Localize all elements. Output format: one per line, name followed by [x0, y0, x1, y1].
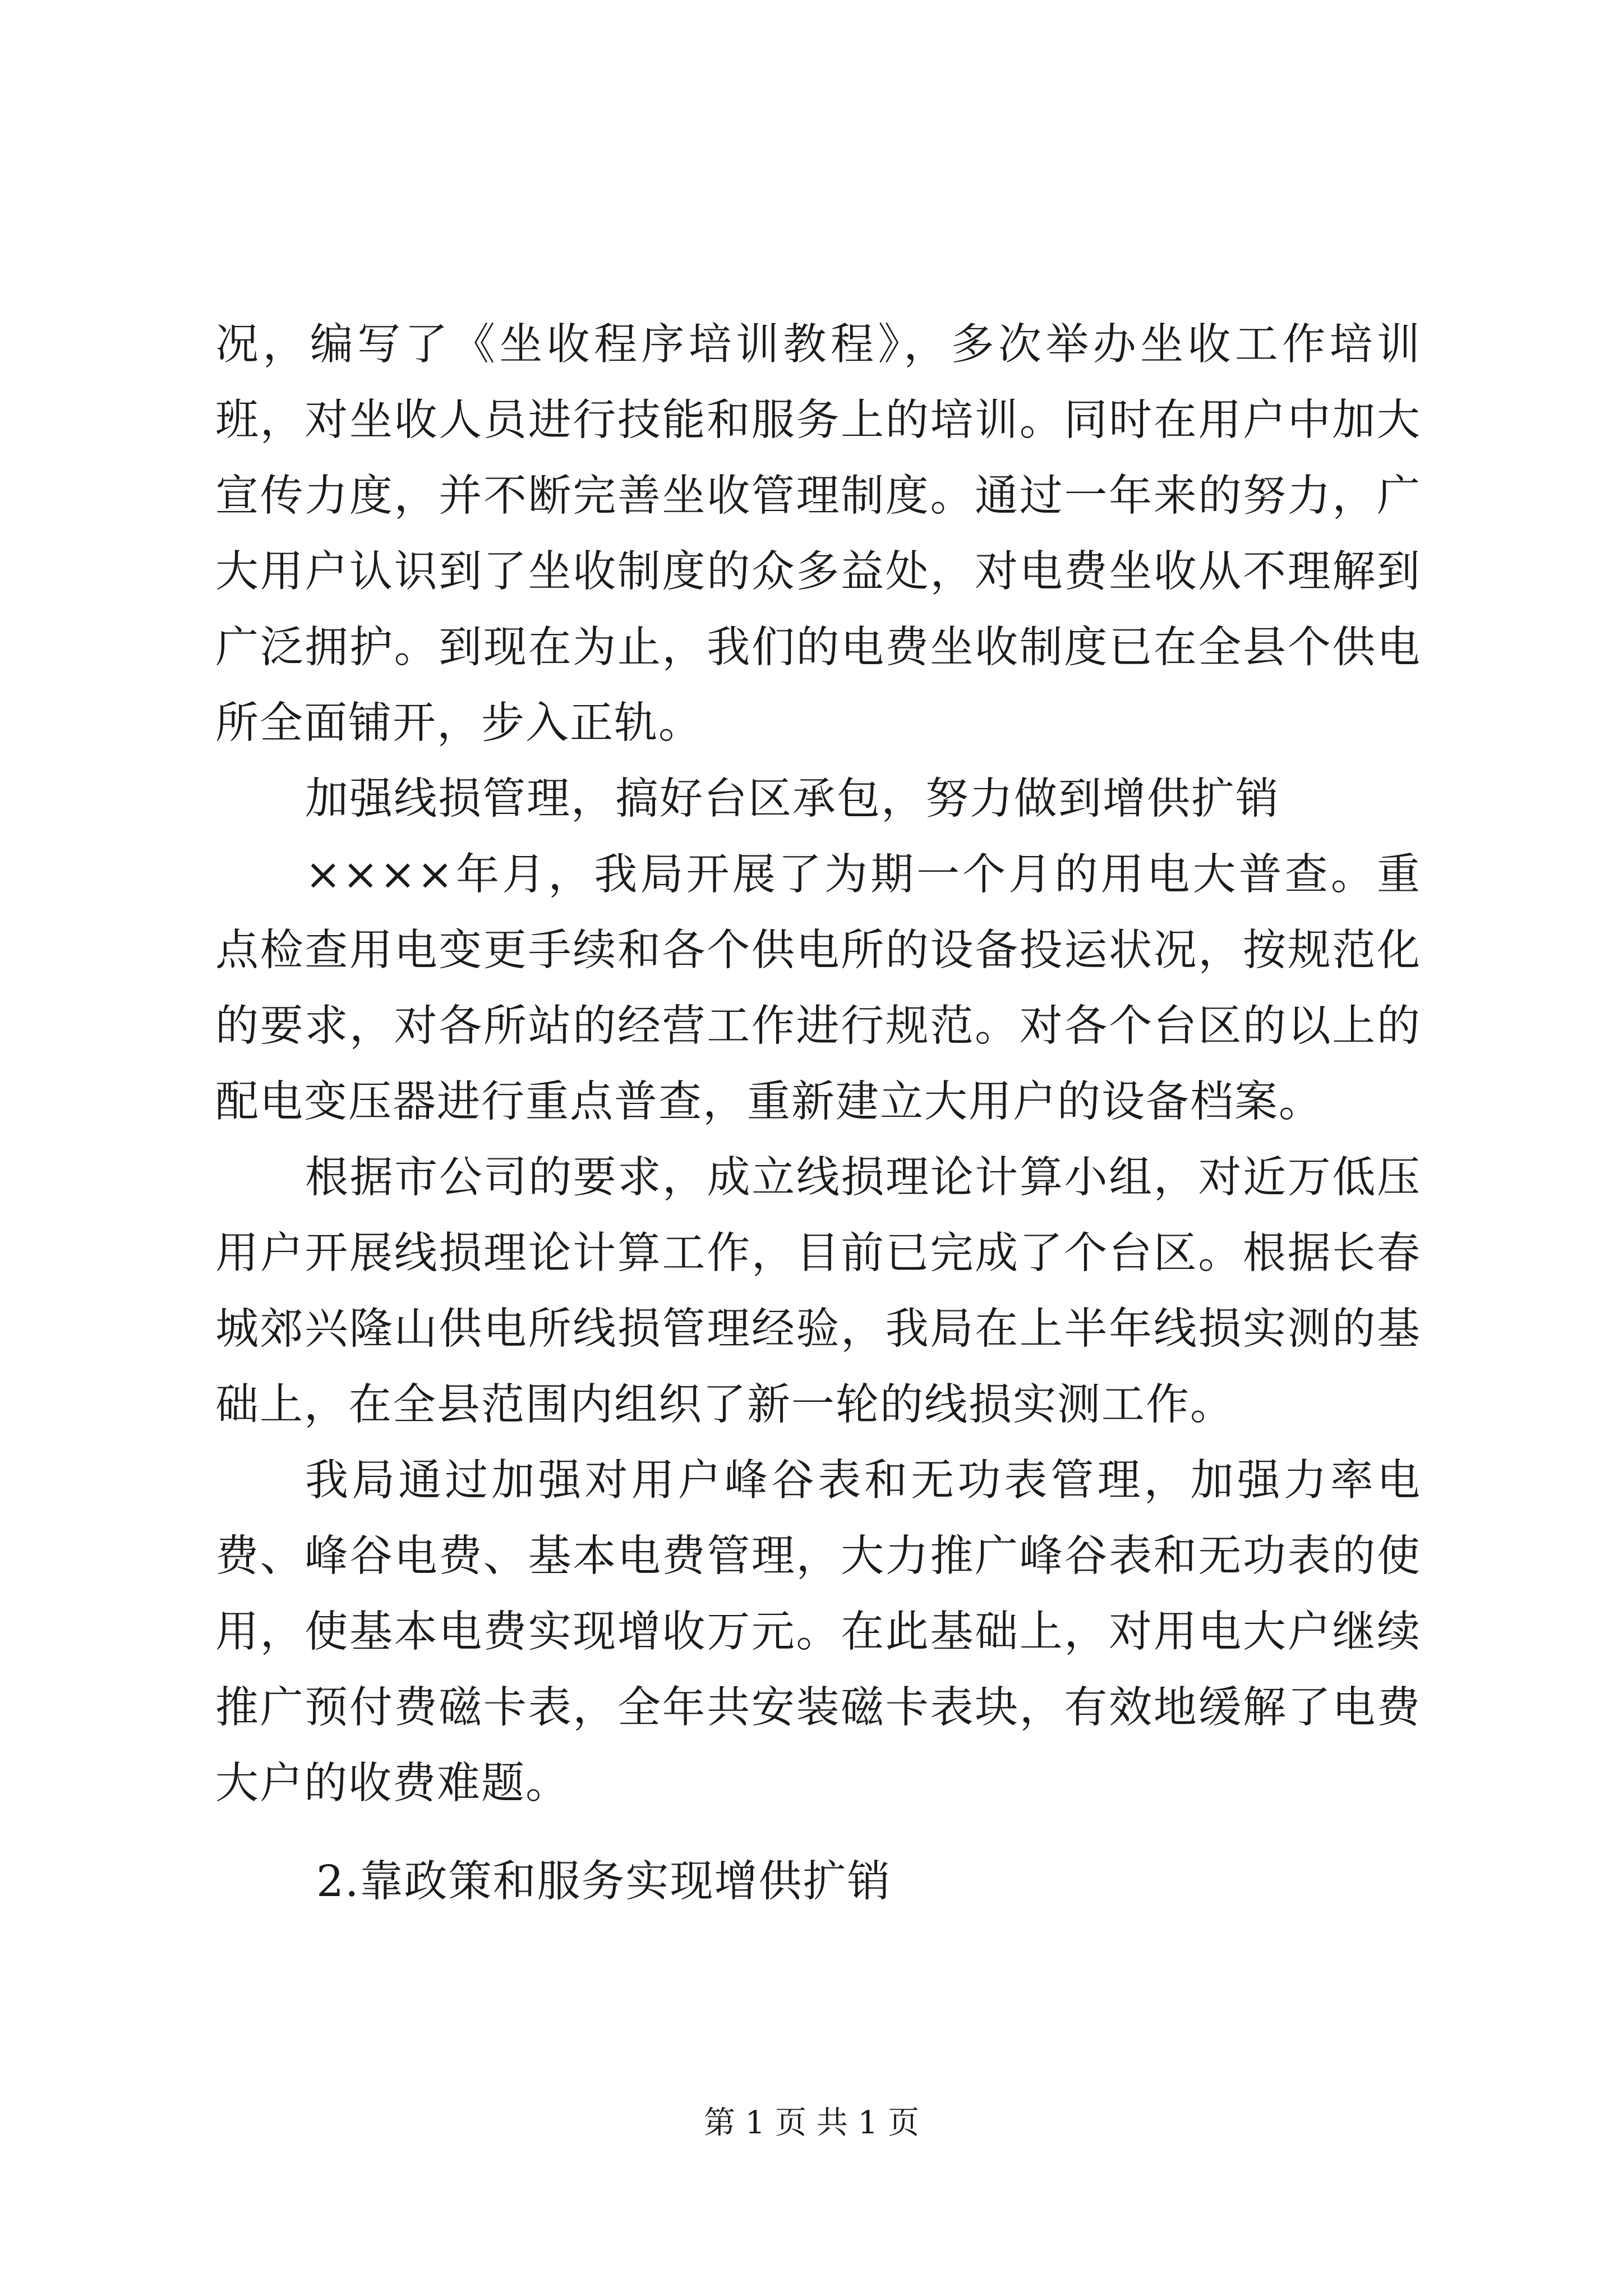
- section-heading: 加强线损管理，搞好台区承包，努力做到增供扩销: [305, 774, 1280, 824]
- paragraph: ××××年月，我局开展了为期一个月的用电大普查。重点检查用电变更手续和各个供电所的设备投运状况，按规范化的要求，对各所站的经营工作进行规范。对各个台区的以上的配电变压器进行重点普查，重新建立大用户的设备档案。: [215, 850, 1421, 1127]
- subsection-heading: 2.靠政策和服务实现增供扩销: [316, 1857, 892, 1907]
- paragraph-continued: 况，编写了《坐收程序培训教程》，多次举办坐收工作培训班，对坐收人员进行技能和服务上的培训。同时在用户中加大宣传力度，并不断完善坐收管理制度。通过一年来的努力，广大用户认识到了坐收制度的众多益处，对电费坐收从不理解到广泛拥护。到现在为止，我们的电费坐收制度已在全县个供电所全面铺开，步入正轨。: [215, 320, 1421, 748]
- paragraph: 根据市公司的要求，成立线损理论计算小组，对近万低压用户开展线损理论计算工作，目前已完成了个台区。根据长春城郊兴隆山供电所线损管理经验，我局在上半年线损实测的基础上，在全县范围内组织了新一轮的线损实测工作。: [215, 1153, 1421, 1430]
- paragraph: 我局通过加强对用户峰谷表和无功表管理，加强力率电费、峰谷电费、基本电费管理，大力推广峰谷表和无功表的使用，使基本电费实现增收万元。在此基础上，对用电大户继续推广预付费磁卡表，全年共安装磁卡表块，有效地缓解了电费大户的收费难题。: [215, 1456, 1421, 1809]
- page-number-footer: 第 1 页 共 1 页: [703, 2105, 920, 2141]
- document-body: [215, 307, 1421, 1920]
